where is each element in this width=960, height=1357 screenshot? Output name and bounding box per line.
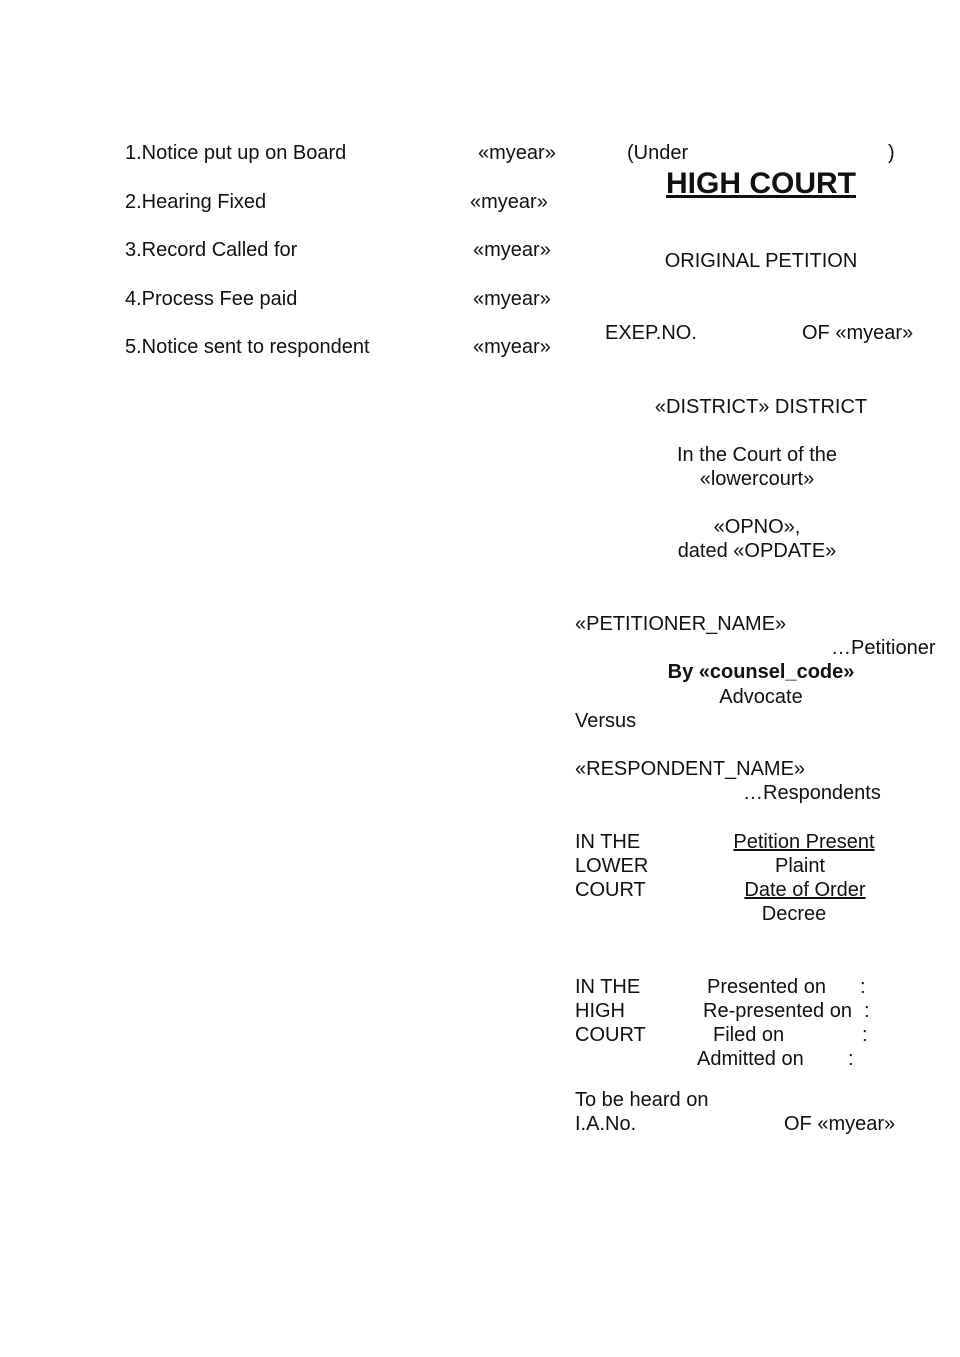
exep-label: EXEP.NO. [605,322,697,344]
counsel: By «counsel_code» [667,661,855,683]
court-title: HIGH COURT [666,167,856,200]
high-court-heading: COURT [575,1024,646,1046]
district: «DISTRICT» DISTRICT [654,396,868,418]
plaint: Plaint [774,855,826,877]
checklist-value: «myear» [473,239,551,261]
court-line-2: «lowercourt» [699,468,815,490]
filed-on: Filed on [713,1024,785,1046]
petition-present: Petition Present [733,831,875,853]
admitted-on: Admitted on [697,1048,804,1070]
high-court-heading: HIGH [575,1000,625,1022]
checklist-label: 1.Notice put up on Board [125,142,347,164]
checklist-label: 2.Hearing Fixed [125,191,267,213]
high-court-heading: IN THE [575,976,641,998]
checklist-label: 5.Notice sent to respondent [125,336,370,358]
advocate: Advocate [719,686,803,708]
respondent-name: «RESPONDENT_NAME» [575,758,806,780]
under-open: (Under [627,142,689,164]
lower-court-heading: LOWER [575,855,649,877]
checklist-label: 4.Process Fee paid [125,288,298,310]
decree: Decree [761,903,827,925]
ia-label: I.A.No. [575,1113,637,1135]
heard-on: To be heard on [575,1089,709,1111]
lower-court-heading: IN THE [575,831,641,853]
petitioner-name: «PETITIONER_NAME» [575,613,787,635]
colon: : [860,976,866,998]
checklist-value: «myear» [470,191,548,213]
op-date: dated «OPDATE» [677,540,837,562]
checklist-value: «myear» [473,288,551,310]
exep-year: OF «myear» [802,322,914,344]
op-number: «OPNO», [713,516,801,538]
checklist-value: «myear» [473,336,551,358]
versus: Versus [575,710,637,732]
petition-type: ORIGINAL PETITION [664,250,858,272]
colon: : [862,1024,868,1046]
lower-court-heading: COURT [575,879,646,901]
checklist-value: «myear» [478,142,556,164]
court-line-1: In the Court of the [676,444,838,466]
presented-on: Presented on [707,976,826,998]
colon: : [848,1048,854,1070]
petitioner-role: …Petitioner [831,637,936,659]
colon: : [864,1000,870,1022]
under-close: ) [888,142,895,164]
represented-on: Re-presented on [703,1000,852,1022]
respondent-role: …Respondents [743,782,881,804]
date-of-order: Date of Order [744,879,866,901]
ia-year: OF «myear» [784,1113,896,1135]
checklist-label: 3.Record Called for [125,239,298,261]
